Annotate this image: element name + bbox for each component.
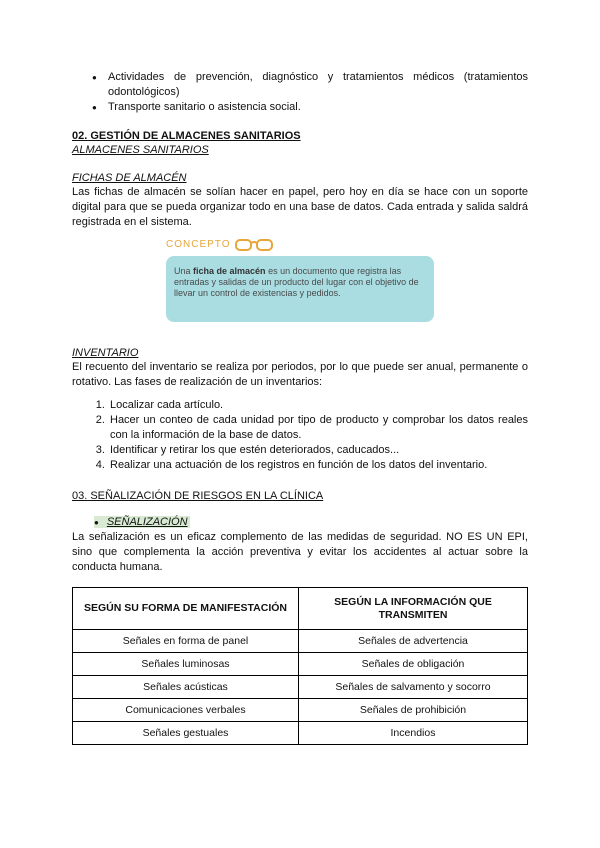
list-item: 2. Hacer un conteo de cada unidad por tipo de producto y comprobar los datos reales con la información de la base de datos. [108, 413, 528, 443]
concept-callout [166, 238, 434, 324]
table-cell: Señales de prohibición [299, 699, 528, 722]
concept-lead: Una [174, 266, 194, 276]
concept-term: ficha de almacén [193, 266, 266, 276]
list-item: ● Transporte sanitario o asistencia social. [92, 100, 528, 115]
fichas-paragraph: Las fichas de almacén se solían hacer en papel, pero hoy en día se hace con un soporte digital para que se pueda organizar todo en una base de datos. Cada entrada y salida saldrá registrada en el sistema. [72, 186, 528, 228]
table-row [73, 699, 528, 722]
inventario-heading: INVENTARIO [72, 347, 139, 359]
list-item: 1. Localizar cada artículo. [108, 398, 528, 413]
table-cell: Señales de obligación [299, 653, 528, 676]
document-page [72, 70, 528, 745]
fichas-heading: FICHAS DE ALMACÉN [72, 172, 187, 184]
senalizacion-paragraph: La señalización es un eficaz complemento de las medidas de seguridad. NO ES UN EPI, sino que complementa la acción preventiva y evitar los accidentes al actuar sobre la conducta humana. [72, 531, 528, 573]
table-cell: Incendios [299, 722, 528, 745]
list-item: ● Actividades de prevención, diagnóstico y tratamientos médicos (tratamientos odontológicos) [92, 70, 528, 100]
bullet-dot-icon: ● [94, 518, 99, 527]
table-cell: Señales luminosas [73, 653, 299, 676]
table-header-row [73, 588, 528, 630]
list-item: 4. Realizar una actuación de los registros en función de los datos del inventario. [108, 458, 528, 473]
section-2-subtitle: ALMACENES SANITARIOS [72, 144, 209, 156]
concept-definition: es un documento que registra las entradas y salidas de un producto del lugar con el objetivo de llevar un control de existencias y pedidos. [174, 266, 419, 298]
table-header-cell: SEGÚN LA INFORMACIÓN QUE TRANSMITEN [299, 588, 528, 630]
section-2-title: 02. GESTIÓN DE ALMACENES SANITARIOS [72, 130, 301, 142]
concept-label-text: CONCEPTO [166, 239, 231, 250]
glasses-icon [235, 238, 273, 252]
top-bullet-list [72, 70, 528, 115]
concept-definition-box [166, 256, 434, 322]
table-cell: Señales en forma de panel [73, 630, 299, 653]
inventario-paragraph: El recuento del inventario se realiza por periodos, por lo que puede ser anual, permanente o rotativo. Las fases de realización de un inventarios: [72, 361, 528, 388]
senalizacion-bullet [72, 515, 528, 530]
table-row [73, 630, 528, 653]
table-row [73, 722, 528, 745]
table-cell: Señales acústicas [73, 676, 299, 699]
inventory-steps-list [72, 398, 528, 473]
list-item: 3. Identificar y retirar los que estén deteriorados, caducados... [108, 443, 528, 458]
senalizacion-heading: SEÑALIZACIÓN [106, 516, 188, 528]
signage-table [72, 587, 528, 745]
table-header-cell: SEGÚN SU FORMA DE MANIFESTACIÓN [73, 588, 299, 630]
section-3-title: 03. SEÑALIZACIÓN DE RIESGOS EN LA CLÍNICA [72, 490, 324, 502]
table-row [73, 676, 528, 699]
table-row [73, 653, 528, 676]
table-cell: Señales de salvamento y socorro [299, 676, 528, 699]
table-cell: Señales gestuales [73, 722, 299, 745]
table-cell: Señales de advertencia [299, 630, 528, 653]
concept-label [166, 238, 434, 252]
table-cell: Comunicaciones verbales [73, 699, 299, 722]
